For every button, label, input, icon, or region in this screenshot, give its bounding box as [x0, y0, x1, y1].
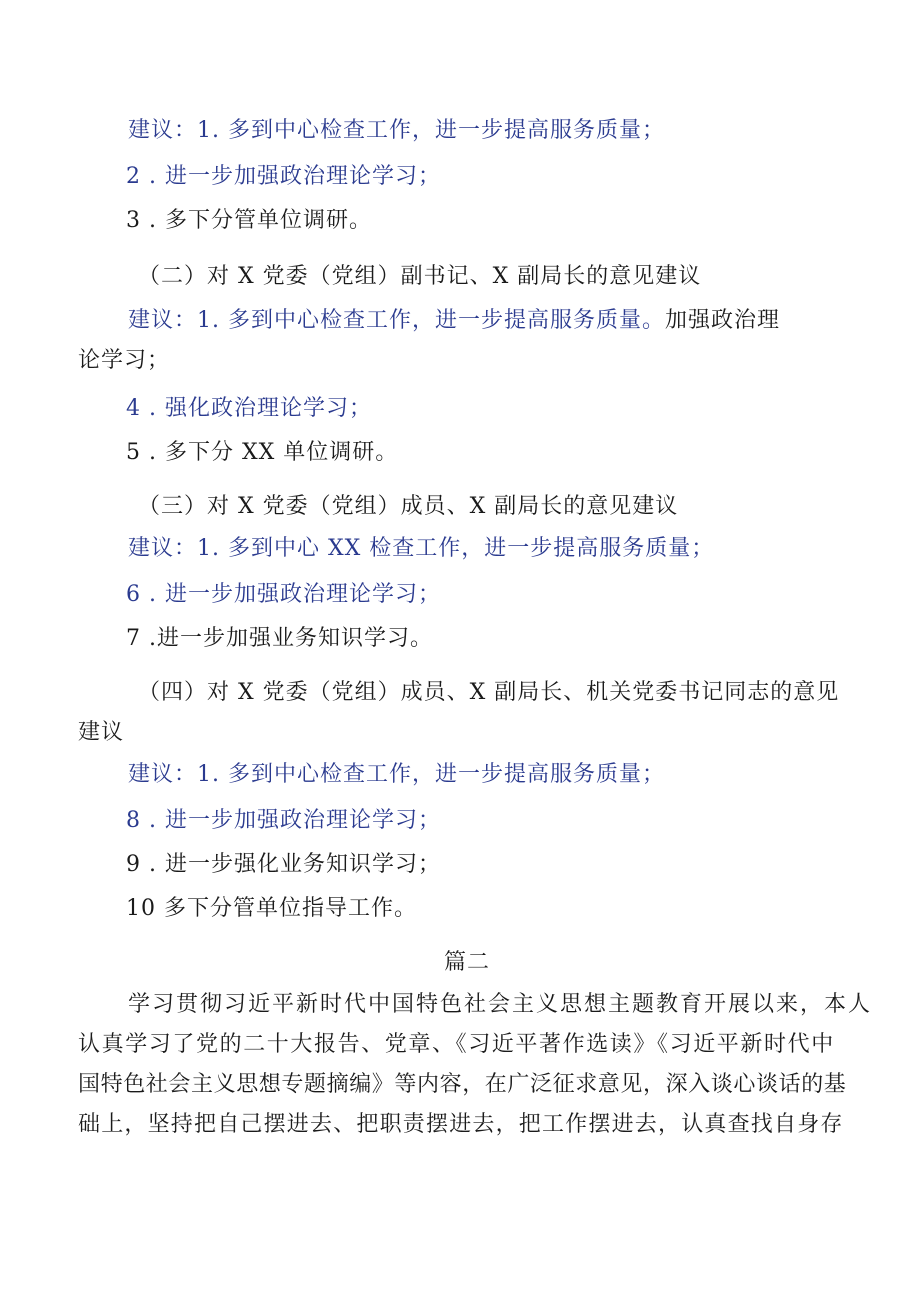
- list-item: 3 . 多下分管单位调研。: [126, 208, 372, 233]
- suggestion-line: 建议：1. 多到中心检查工作，进一步提高服务质量；: [128, 118, 665, 143]
- part-title: 篇二: [444, 950, 491, 975]
- suggestion-line: 建议：1. 多到中心检查工作，进一步提高服务质量；: [128, 762, 665, 787]
- list-item: 2 . 进一步加强政治理论学习；: [126, 164, 441, 189]
- list-item: 7 .进一步加强业务知识学习。: [126, 626, 433, 651]
- list-item: 6 . 进一步加强政治理论学习；: [126, 582, 441, 607]
- section-heading: （四）对 X 党委（党组）成员、X 副局长、机关党委书记同志的意见: [138, 680, 840, 705]
- suggestion-text: 加强政治理: [665, 308, 781, 333]
- section-heading-continued: 建议: [78, 720, 125, 745]
- paragraph-line: 学习贯彻习近平新时代中国特色社会主义思想主题教育开展以来，本人: [128, 992, 873, 1017]
- suggestion-line: 建议：1. 多到中心 XX 检查工作，进一步提高服务质量；: [128, 536, 715, 561]
- paragraph-line: 认真学习了党的二十大报告、党章、《习近平著作选读》《习近平新时代中: [78, 1032, 835, 1057]
- list-item: 9 . 进一步强化业务知识学习；: [126, 852, 441, 877]
- suggestion-line: [128, 306, 780, 336]
- section-heading: （二）对 X 党委（党组）副书记、X 副局长的意见建议: [138, 264, 702, 289]
- paragraph-line: 国特色社会主义思想专题摘编》等内容，在广泛征求意见，深入谈心谈话的基: [78, 1072, 847, 1097]
- list-item: 4 . 强化政治理论学习；: [126, 396, 372, 421]
- section-heading: （三）对 X 党委（党组）成员、X 副局长的意见建议: [138, 494, 679, 519]
- list-item: 8 . 进一步加强政治理论学习；: [126, 808, 441, 833]
- suggestion-line-continued: 论学习；: [78, 348, 171, 373]
- paragraph-line: 础上，坚持把自己摆进去、把职责摆进去，把工作摆进去，认真查找自身存: [78, 1112, 844, 1137]
- list-item: 5 . 多下分 XX 单位调研。: [126, 440, 399, 465]
- list-item: 10 多下分管单位指导工作。: [126, 896, 417, 921]
- suggestion-text: 建议：1. 多到中心检查工作，进一步提高服务质量。: [128, 308, 665, 333]
